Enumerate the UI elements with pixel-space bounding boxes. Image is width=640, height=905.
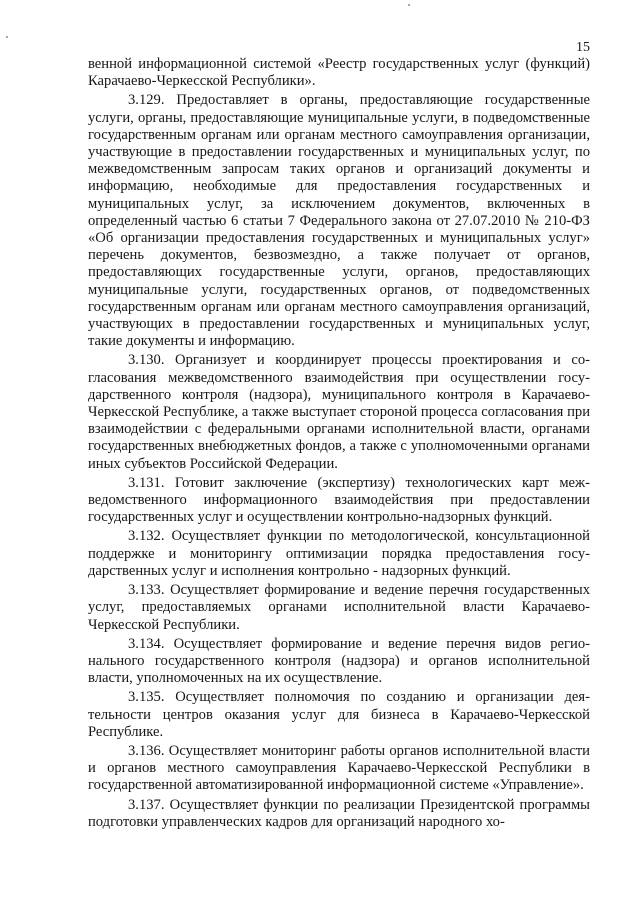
paragraph-3-129: 3.129. Предоставляет в органы, предоставляющие государственные услуги, органы, предоставляющие муниципальные услуги, в подведомственные государственным органам или органам местного самоуправления организации, участвующие в предоставлении государственных и муниципальных услуг, по межведомственным запросам таких органов и организаций документы и информацию, необходимые для предоставления государственных и муниципальных услуг, за исключением документов, включенных в определенный частью 6 статьи 7 Федерального закона от 27.07.2010 № 210-ФЗ «Об организации предоставления государственных и муниципальных услуг» перечень документов, безвозмездно, а также получает от органов, предоставляющих государственные услуги, органов, предоставляющих муниципальные услуги, государственных органов, от подведомственных государственным органам или органам местного самоуправления организаций, участвующих в предоставлении государственных и муниципальных услуг, такие документы и информацию. bbox=[88, 92, 590, 350]
paragraph-3-136: 3.136. Осуществляет мониторинг работы органов исполнительной власти и органов местного самоуправления Карачаево-Черкесской Республики в государственной автоматизированной информационной системе «Управление». bbox=[88, 742, 590, 794]
paragraph-3-134: 3.134. Осуществляет формирование и ведение перечня видов регионального государственного контроля (надзора) и органов исполнительной власти, уполномоченных на их осуществление. bbox=[88, 635, 590, 687]
document-body bbox=[88, 56, 590, 831]
paragraph-3-135: 3.135. Осуществляет полномочия по созданию и организации деятельности центров оказания услуг для бизнеса в Карачаево-Черкесской Республике. bbox=[88, 689, 590, 740]
scan-speck bbox=[408, 4, 410, 6]
paragraph-3-130: 3.130. Организует и координирует процессы проектирования и согласования межведомственного взаимодействия при осуществлении государственного контроля (надзора), муниципального контроля в Карачаево-Черкесской Республике, а также выступает стороной процесса согласования при взаимодействии с федеральными органами исполнительной власти, органами государственных внебюджетных фондов, а также с уполномоченными органами иных субъектов Российской Федерации. bbox=[88, 352, 590, 472]
paragraph-continuation: венной информационной системой «Реестр государственных услуг (функций) Карачаево-Черкесской Республики». bbox=[88, 56, 590, 90]
page-number: 15 bbox=[576, 40, 590, 55]
paragraph-3-137: 3.137. Осуществляет функции по реализации Президентской программы подготовки управленческих кадров для организаций народного хо- bbox=[88, 796, 590, 830]
paragraph-3-132: 3.132. Осуществляет функции по методологической, консультационной поддержке и мониторингу оптимизации порядка предоставления государственных услуг и исполнения контрольно - надзорных функций. bbox=[88, 528, 590, 579]
paragraph-3-131: 3.131. Готовит заключение (экспертизу) технологических карт межведомственного информационного взаимодействия при предоставлении государственных услуг и осуществлении контрольно-надзорных функций. bbox=[88, 474, 590, 526]
scan-speck bbox=[6, 36, 8, 38]
paragraph-3-133: 3.133. Осуществляет формирование и ведение перечня государственных услуг, предоставляемых органами исполнительной власти Карачаево-Черкесской Республики. bbox=[88, 582, 590, 633]
